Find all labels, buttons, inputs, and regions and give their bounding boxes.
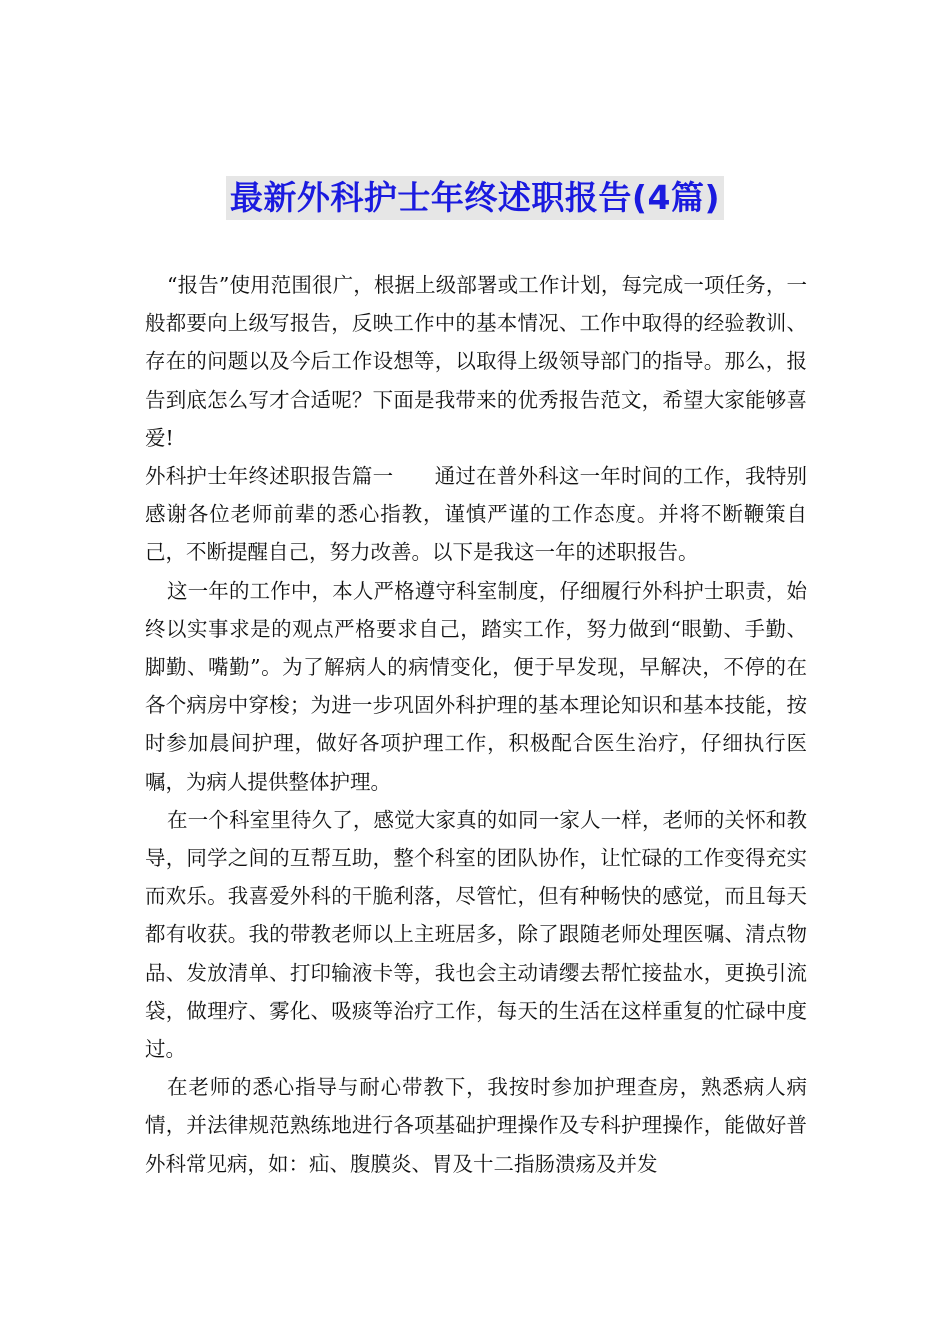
body-paragraph-duties: 这一年的工作中，本人严格遵守科室制度，仔细履行外科护士职责，始终以实事求是的观点严格要求自己，踏实工作，努力做到“眼勤、手勤、脚勤、嘴勤”。为了解病人的病情变化，便于早发现，早解决，不停的在各个病房中穿梭；为进一步巩固外科护理的基本理论知识和基本技能，按时参加晨间护理，做好各项护理工作，积极配合医生治疗，仔细执行医嘱，为病人提供整体护理。 xyxy=(145,578,807,794)
section-heading: 外科护士年终述职报告篇一 xyxy=(145,464,394,489)
section-paragraph xyxy=(145,457,807,572)
title-area xyxy=(0,176,950,220)
body-paragraph-team: 在一个科室里待久了，感觉大家真的如同一家人一样，老师的关怀和教导，同学之间的互帮互助，整个科室的团队协作，让忙碌的工作变得充实而欢乐。我喜爱外科的干脆利落，尽管忙，但有种畅快的感觉，而且每天都有收获。我的带教老师以上主班居多，除了跟随老师处理医嘱、清点物品、发放清单、打印输液卡等，我也会主动请缨去帮忙接盐水，更换引流袋，做理疗、雾化、吸痰等治疗工作，每天的生活在这样重复的忙碌中度过。 xyxy=(145,807,807,1062)
document-body xyxy=(145,266,807,1183)
document-title: 最新外科护士年终述职报告(4篇) xyxy=(226,176,724,220)
section-paragraph-text: 通过在普外科这一年时间的工作，我特别感谢各位老师前辈的悉心指教，谨慎严谨的工作态度。并将不断鞭策自己，不断提醒自己，努力改善。以下是我这一年的述职报告。 xyxy=(145,464,808,565)
spacer xyxy=(393,464,434,488)
body-paragraph-training: 在老师的悉心指导与耐心带教下，我按时参加护理查房，熟悉病人病情，并法律规范熟练地进行各项基础护理操作及专科护理操作，能做好普外科常见病，如：疝、腹膜炎、胃及十二指肠溃疡及并发 xyxy=(145,1075,807,1176)
intro-paragraph: “报告”使用范围很广，根据上级部署或工作计划，每完成一项任务，一般都要向上级写报告，反映工作中的基本情况、工作中取得的经验教训、存在的问题以及今后工作设想等，以取得上级领导部门的指导。那么，报告到底怎么写才合适呢？下面是我带来的优秀报告范文，希望大家能够喜爱! xyxy=(145,273,807,450)
